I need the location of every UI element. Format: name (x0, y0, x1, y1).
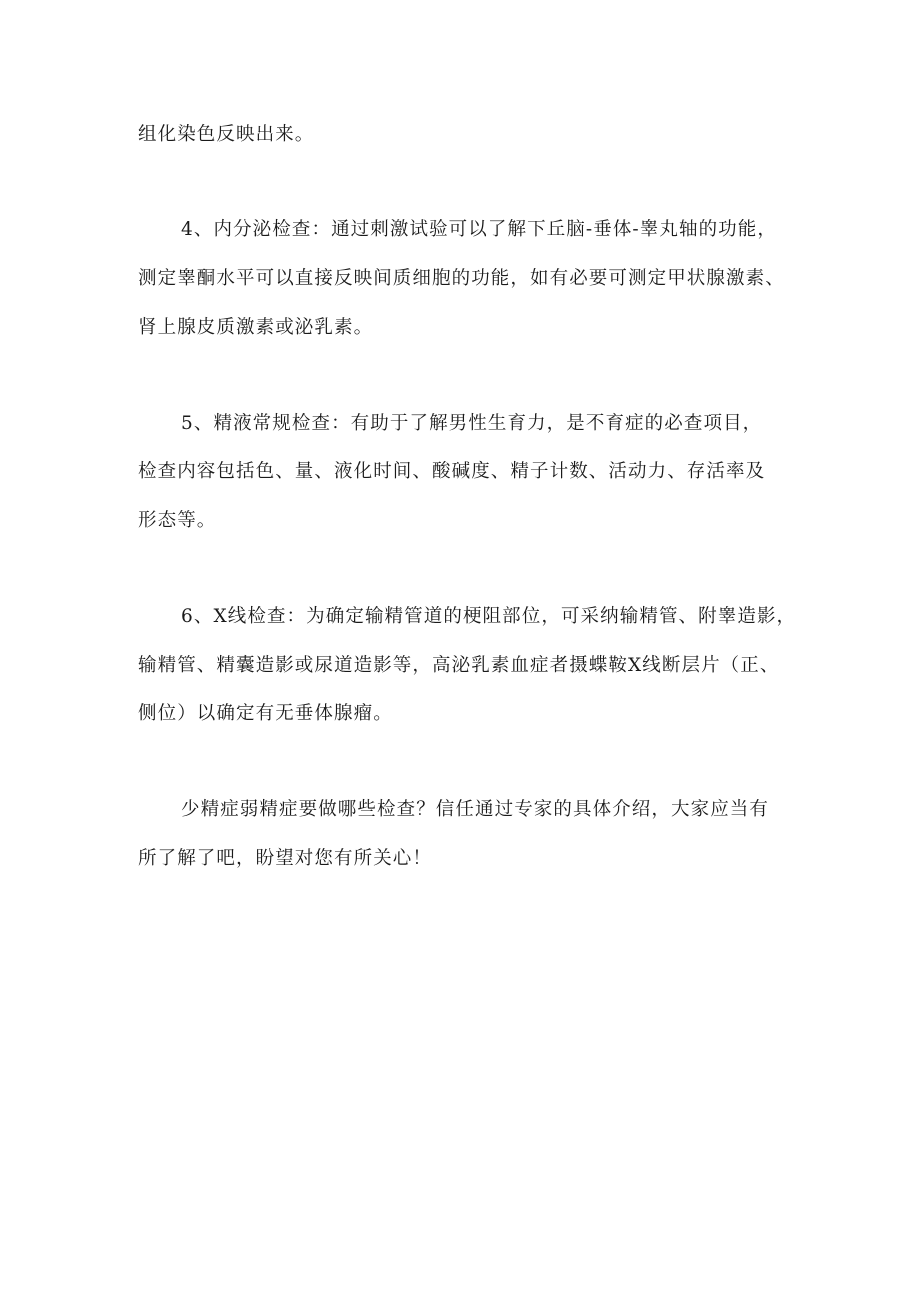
paragraph-item-4-line-3: 肾上腺皮质激素或泌乳素。 (138, 317, 374, 338)
paragraph-item-6-line-3: 侧位）以确定有无垂体腺瘤。 (138, 703, 393, 724)
paragraph-item-5-line-2: 检查内容包括色、量、液化时间、酸碱度、精子计数、活动力、存活率及 (138, 461, 766, 482)
paragraph-conclusion-line-1: 少精症弱精症要做哪些检查？信任通过专家的具体介绍，大家应当有 (181, 799, 770, 820)
paragraph-item-5-line-1: 5、精液常规检查：有助于了解男性生育力，是不育症的必查项目， (181, 413, 763, 434)
paragraph-item-5-line-3: 形态等。 (138, 510, 217, 531)
paragraph-continuation-line-1: 组化染色反映出来。 (138, 124, 315, 145)
paragraph-item-6-line-2: 输精管、精囊造影或尿道造影等，高泌乳素血症者摄蝶鞍X线断层片（正、 (138, 655, 780, 676)
paragraph-item-4-line-1: 4、内分泌检查：通过刺激试验可以了解下丘脑-垂体-睾丸轴的功能， (181, 219, 777, 240)
paragraph-item-4-line-2: 测定睾酮水平可以直接反映间质细胞的功能，如有必要可测定甲状腺激素、 (138, 268, 785, 289)
paragraph-item-6-line-1: 6、X线检查：为确定输精管道的梗阻部位，可采纳输精管、附睾造影， (181, 606, 797, 627)
paragraph-conclusion-line-2: 所了解了吧，盼望对您有所关心！ (138, 848, 433, 869)
